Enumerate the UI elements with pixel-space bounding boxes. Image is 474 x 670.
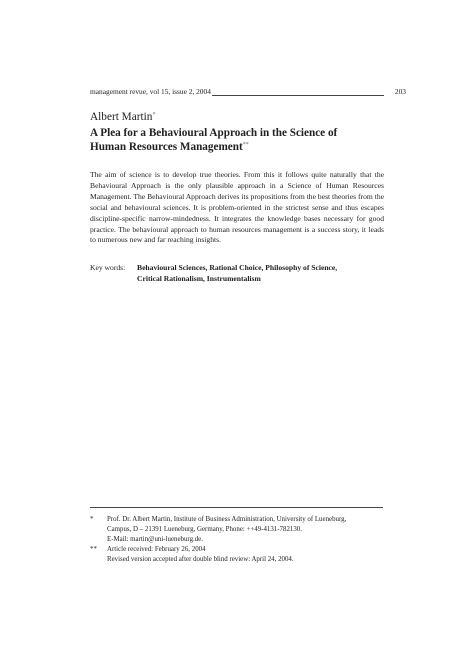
title-line-2: Human Resources Management <box>90 141 243 153</box>
abstract: The aim of science is to develop true theories. From this it follows quite naturally that the Behavioural Approach is the only plausible approach in a Science of Human Resources Management. The Behavioural Approach derives its propositions from the best theories from the social and behavioural sciences. It is problem-oriented in the strictest sense and thus escapes discipline-specific narrow-mindedness. It integrates the knowledge bases necessary for good practice. The behavioural approach to human resources management is a success story, it leads to numerous new and far reaching insights. <box>90 170 384 245</box>
title-footnote-mark: ** <box>242 142 249 148</box>
footnote-mark: * <box>90 516 94 523</box>
footnote-email: E-Mail: martin@uni-lueneburg.de. <box>107 535 203 543</box>
keywords-label: Key words: <box>90 263 126 272</box>
footnote-line: Prof. Dr. Albert Martin, Institute of Business Administration, University of Lueneburg, <box>107 516 347 523</box>
page-number: 203 <box>394 87 406 96</box>
keywords-line-1: Behavioural Sciences, Rational Choice, Philosophy of Science, <box>137 263 338 272</box>
footnote-text <box>107 545 386 565</box>
footnote-text <box>107 515 386 544</box>
running-header <box>90 86 406 98</box>
keywords-line-2: Critical Rationalism, Instrumentalism <box>137 273 261 283</box>
author-footnote-mark: * <box>152 112 156 118</box>
journal-citation: management revue, vol 15, issue 2, 2004 <box>90 87 211 96</box>
title-line-1: A Plea for a Behavioural Approach in the Science of <box>90 127 338 139</box>
keywords-list <box>137 263 387 285</box>
footnote-line: Revised version accepted after double blind review: April 24, 2004. <box>107 555 294 563</box>
article-title <box>90 126 390 154</box>
author-name-text: Albert Martin <box>90 111 153 123</box>
footnote-mark: ** <box>90 546 97 553</box>
author-name <box>90 110 155 124</box>
footnote-rule <box>90 507 383 508</box>
footnote-line: Article received: February 26, 2004 <box>107 546 206 553</box>
header-rule <box>190 95 384 96</box>
footnote-line: Campus, D – 21391 Lueneburg, Germany, Phone: ++49-4131-782130. <box>107 525 302 533</box>
